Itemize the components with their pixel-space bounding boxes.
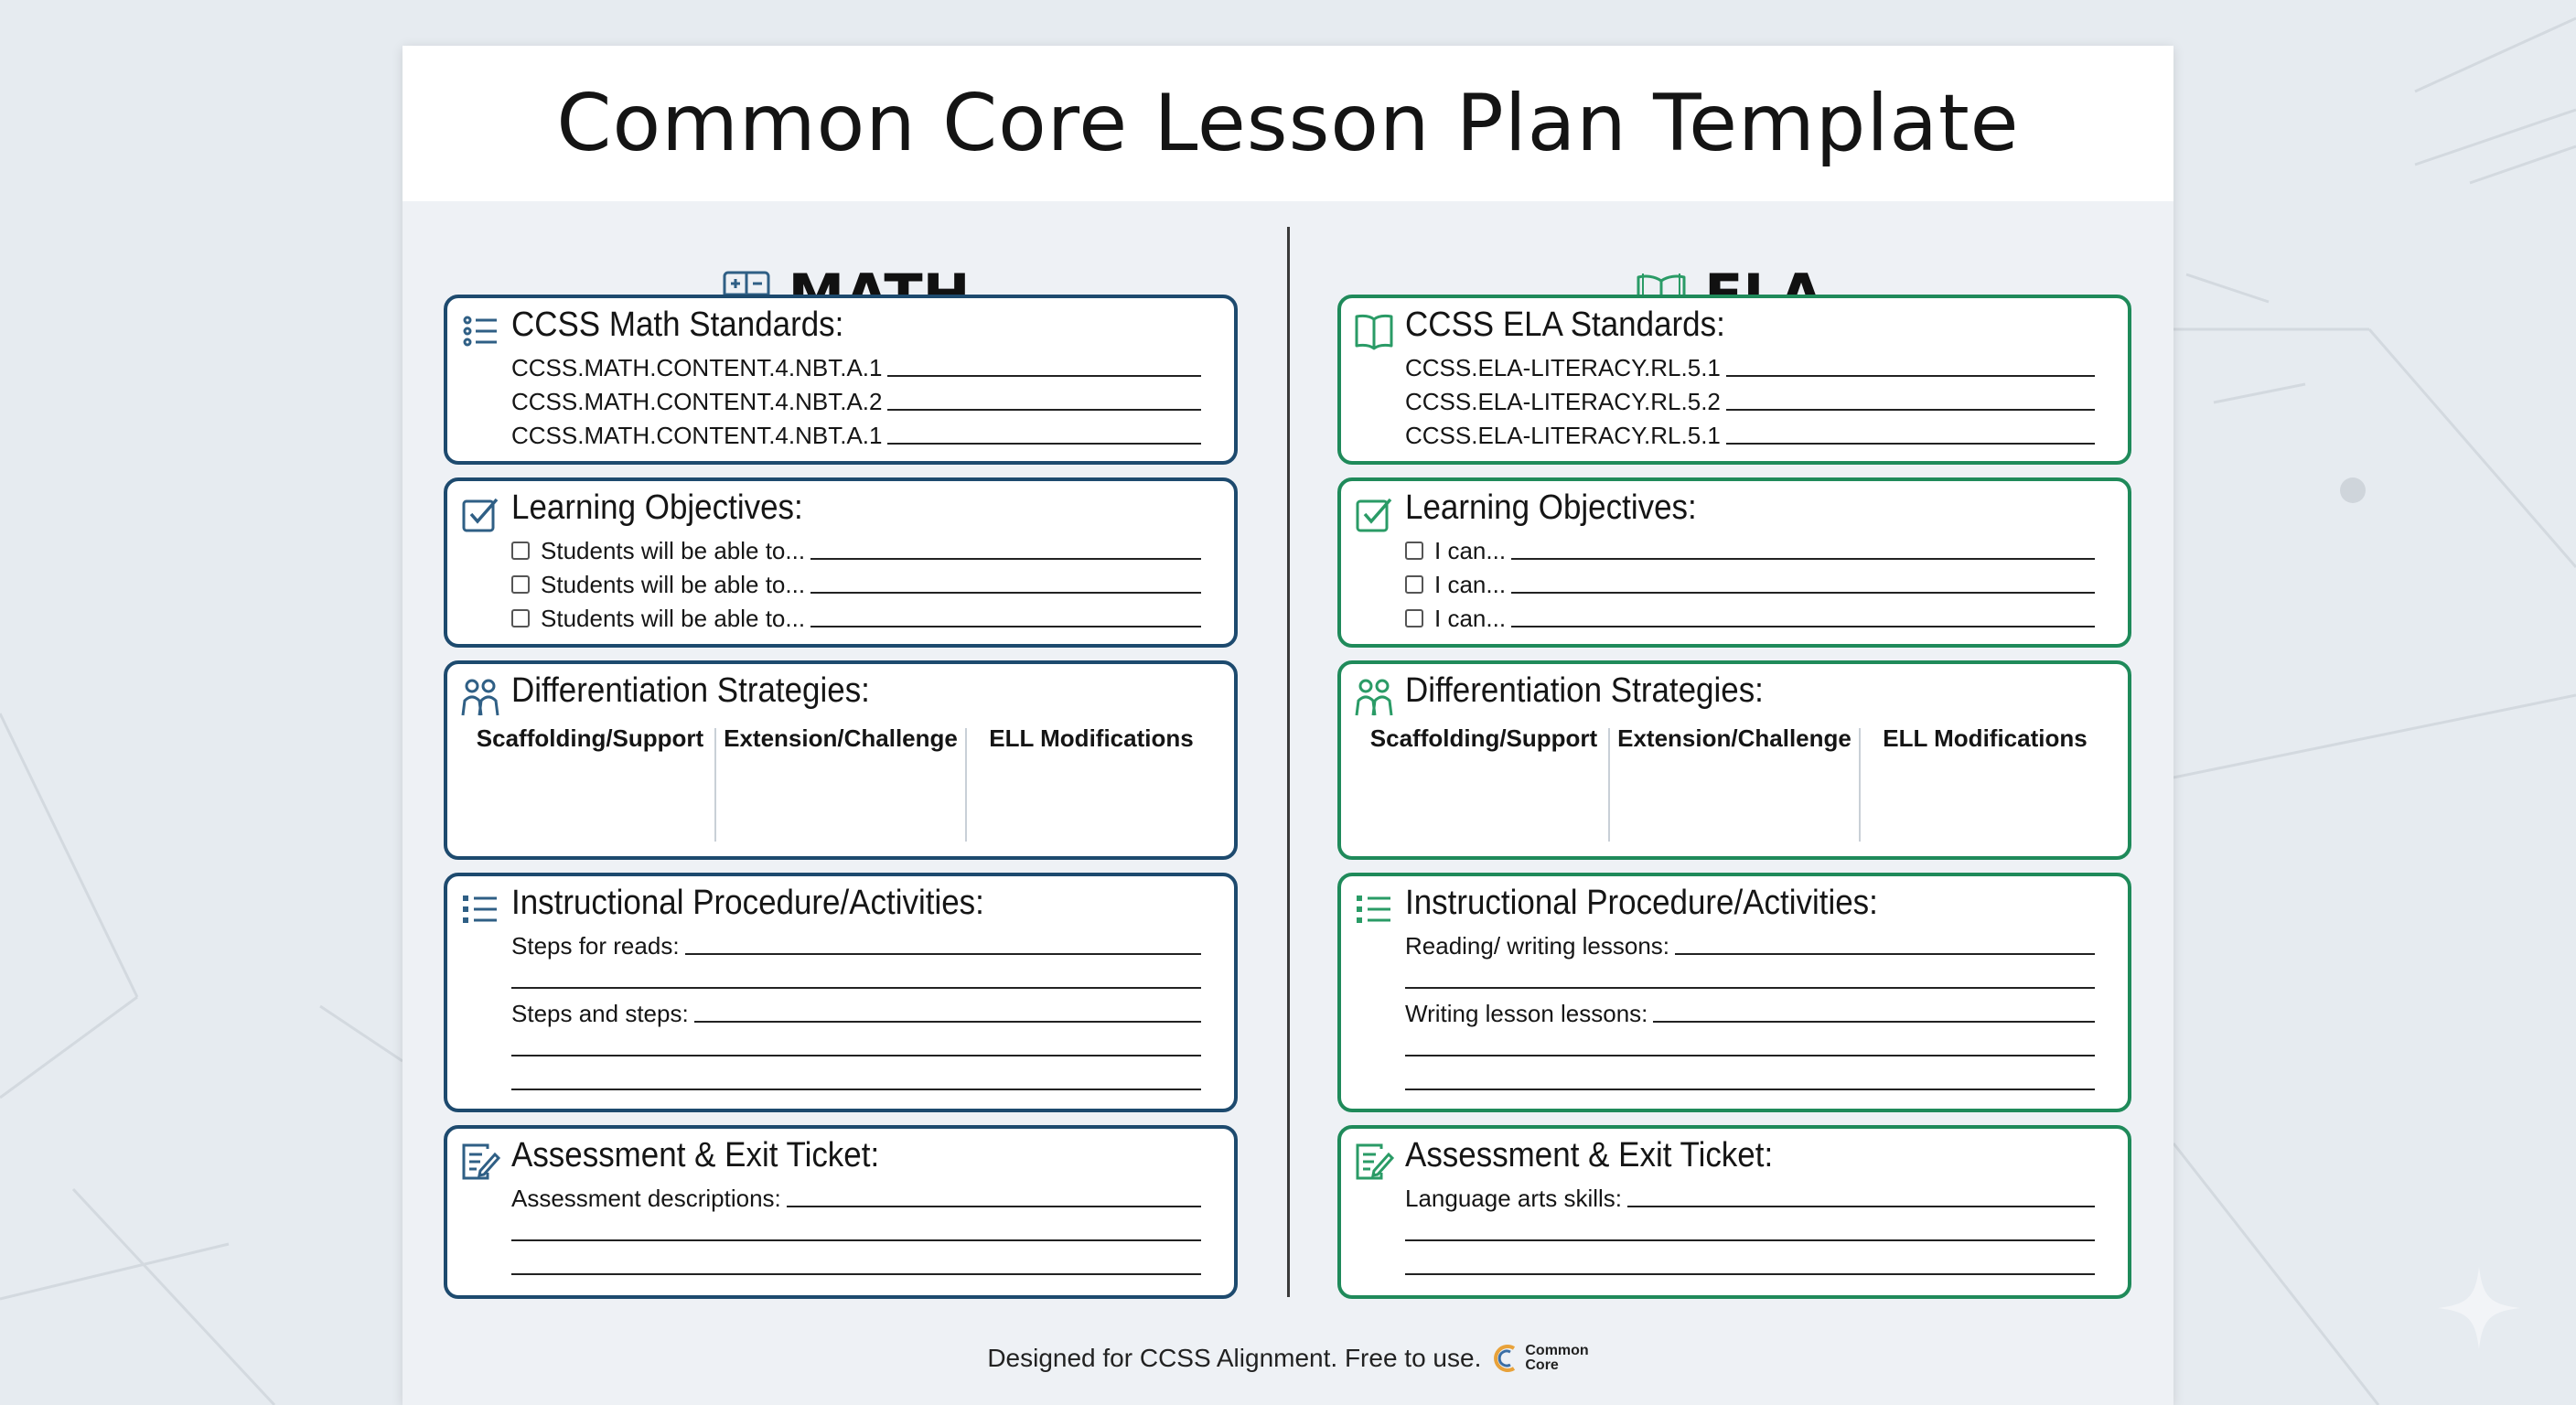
extension-column[interactable]: Extension/Challenge xyxy=(724,724,958,752)
checkbox-icon xyxy=(1354,494,1394,534)
objective-checkbox[interactable] xyxy=(1405,575,1423,594)
ela-differentiation-title: Differentiation Strategies: xyxy=(1405,671,1764,710)
objective-checkbox[interactable] xyxy=(511,542,530,560)
procedure-row[interactable] xyxy=(511,995,1201,1028)
differentiation-columns xyxy=(466,721,1216,842)
write-line xyxy=(810,626,1201,627)
procedure-row[interactable] xyxy=(1405,928,2095,960)
scaffolding-column[interactable]: Scaffolding/Support xyxy=(1369,724,1598,752)
write-line xyxy=(694,1021,1201,1023)
objective-text: Students will be able to... xyxy=(541,571,806,598)
objective-row[interactable] xyxy=(511,600,1201,633)
write-line[interactable] xyxy=(511,1239,1201,1241)
objective-text: I can... xyxy=(1434,605,1507,632)
ela-objectives-panel xyxy=(1337,477,2131,648)
ela-differentiation-panel xyxy=(1337,660,2131,860)
write-line xyxy=(1511,558,2095,560)
math-differentiation-title: Differentiation Strategies: xyxy=(511,671,870,710)
write-line[interactable] xyxy=(511,987,1201,989)
write-line xyxy=(810,558,1201,560)
procedure-label: Steps for reads: xyxy=(511,932,680,960)
math-assessment-panel xyxy=(444,1125,1238,1299)
scaffolding-column[interactable]: Scaffolding/Support xyxy=(476,724,704,752)
objective-text: I can... xyxy=(1434,571,1507,598)
write-line xyxy=(887,443,1201,445)
ela-standards-title: CCSS ELA Standards: xyxy=(1405,306,1725,344)
math-procedure-panel xyxy=(444,873,1238,1112)
assessment-row[interactable] xyxy=(1405,1180,2095,1213)
checkbox-icon xyxy=(460,494,500,534)
math-standards-title: CCSS Math Standards: xyxy=(511,306,844,344)
math-differentiation-panel xyxy=(444,660,1238,860)
standard-code: CCSS.MATH.CONTENT.4.NBT.A.1 xyxy=(511,422,883,449)
standard-code: CCSS.MATH.CONTENT.4.NBT.A.1 xyxy=(511,354,883,381)
procedure-row[interactable] xyxy=(1405,995,2095,1028)
write-line xyxy=(1726,409,2095,411)
write-line xyxy=(1726,443,2095,445)
math-standard-row[interactable] xyxy=(511,349,1201,382)
procedure-label: Writing lesson lessons: xyxy=(1405,1000,1648,1027)
lesson-plan-sheet xyxy=(402,46,2174,1405)
ela-standard-row[interactable] xyxy=(1405,349,2095,382)
objective-row[interactable] xyxy=(1405,566,2095,599)
math-procedure-title: Instructional Procedure/Activities: xyxy=(511,884,984,922)
math-objectives-title: Learning Objectives: xyxy=(511,488,803,527)
list-icon xyxy=(460,889,500,929)
ela-assessment-panel xyxy=(1337,1125,2131,1299)
ela-assessment-title: Assessment & Exit Ticket: xyxy=(1405,1136,1774,1174)
procedure-label: Steps and steps: xyxy=(511,1000,689,1027)
column-divider xyxy=(1287,227,1290,1297)
people-icon xyxy=(1354,677,1394,717)
extension-column[interactable]: Extension/Challenge xyxy=(1617,724,1852,752)
footer-text: Designed for CCSS Alignment. Free to use. xyxy=(987,1344,1482,1372)
list-icon xyxy=(1354,889,1394,929)
math-assessment-title: Assessment & Exit Ticket: xyxy=(511,1136,880,1174)
title-banner xyxy=(402,46,2174,201)
assessment-row[interactable] xyxy=(511,1180,1201,1213)
page-title: Common Core Lesson Plan Template xyxy=(556,78,2020,169)
write-line xyxy=(1675,953,2095,955)
math-standard-row[interactable] xyxy=(511,383,1201,416)
write-line xyxy=(1627,1206,2095,1207)
ell-column[interactable]: ELL Modifications xyxy=(989,724,1194,752)
procedure-row[interactable] xyxy=(511,928,1201,960)
ela-procedure-panel xyxy=(1337,873,2131,1112)
logo-line1: Common xyxy=(1525,1343,1589,1358)
clipboard-pencil-icon xyxy=(1354,1142,1394,1182)
write-line xyxy=(887,409,1201,411)
write-line xyxy=(787,1206,1201,1207)
procedure-label: Reading/ writing lessons: xyxy=(1405,932,1670,960)
math-objectives-panel xyxy=(444,477,1238,648)
ela-procedure-title: Instructional Procedure/Activities: xyxy=(1405,884,1878,922)
write-line[interactable] xyxy=(511,1055,1201,1056)
objective-text: Students will be able to... xyxy=(541,605,806,632)
ela-standards-panel xyxy=(1337,295,2131,465)
standard-code: CCSS.MATH.CONTENT.4.NBT.A.2 xyxy=(511,388,883,415)
ela-objectives-title: Learning Objectives: xyxy=(1405,488,1697,527)
sparkle-icon xyxy=(2433,1262,2525,1354)
write-line[interactable] xyxy=(1405,1055,2095,1056)
objective-text: Students will be able to... xyxy=(541,537,806,564)
list-icon xyxy=(460,311,500,351)
write-line[interactable] xyxy=(1405,987,2095,989)
objective-row[interactable] xyxy=(1405,532,2095,565)
ela-standard-row[interactable] xyxy=(1405,383,2095,416)
open-book-icon xyxy=(1354,311,1394,351)
write-line[interactable] xyxy=(1405,1273,2095,1275)
objective-checkbox[interactable] xyxy=(1405,542,1423,560)
objective-checkbox[interactable] xyxy=(511,609,530,627)
objective-row[interactable] xyxy=(511,532,1201,565)
write-line xyxy=(1511,592,2095,594)
objective-text: I can... xyxy=(1434,537,1507,564)
math-standards-panel xyxy=(444,295,1238,465)
standard-code: CCSS.ELA-LITERACY.RL.5.2 xyxy=(1405,388,1721,415)
write-line xyxy=(810,592,1201,594)
write-line xyxy=(685,953,1201,955)
write-line xyxy=(1653,1021,2095,1023)
write-line xyxy=(1726,375,2095,377)
clipboard-pencil-icon xyxy=(460,1142,500,1182)
objective-row[interactable] xyxy=(511,566,1201,599)
ela-standard-row[interactable] xyxy=(1405,417,2095,450)
standard-code: CCSS.ELA-LITERACY.RL.5.1 xyxy=(1405,354,1721,381)
write-line[interactable] xyxy=(1405,1089,2095,1090)
footer xyxy=(402,1331,2174,1386)
logo-line2: Core xyxy=(1525,1357,1559,1373)
assessment-label: Assessment descriptions: xyxy=(511,1185,781,1212)
math-standard-row[interactable] xyxy=(511,417,1201,450)
write-line[interactable] xyxy=(511,1089,1201,1090)
assessment-label: Language arts skills: xyxy=(1405,1185,1623,1212)
write-line[interactable] xyxy=(511,1273,1201,1275)
objective-checkbox[interactable] xyxy=(1405,609,1423,627)
write-line[interactable] xyxy=(1405,1239,2095,1241)
differentiation-columns xyxy=(1359,721,2109,842)
write-line xyxy=(1511,626,2095,627)
objective-row[interactable] xyxy=(1405,600,2095,633)
standard-code: CCSS.ELA-LITERACY.RL.5.1 xyxy=(1405,422,1721,449)
ell-column[interactable]: ELL Modifications xyxy=(1883,724,2088,752)
write-line xyxy=(887,375,1201,377)
logo-ring-icon xyxy=(1490,1343,1521,1374)
objective-checkbox[interactable] xyxy=(511,575,530,594)
common-core-logo xyxy=(1490,1343,1588,1374)
people-icon xyxy=(460,677,500,717)
